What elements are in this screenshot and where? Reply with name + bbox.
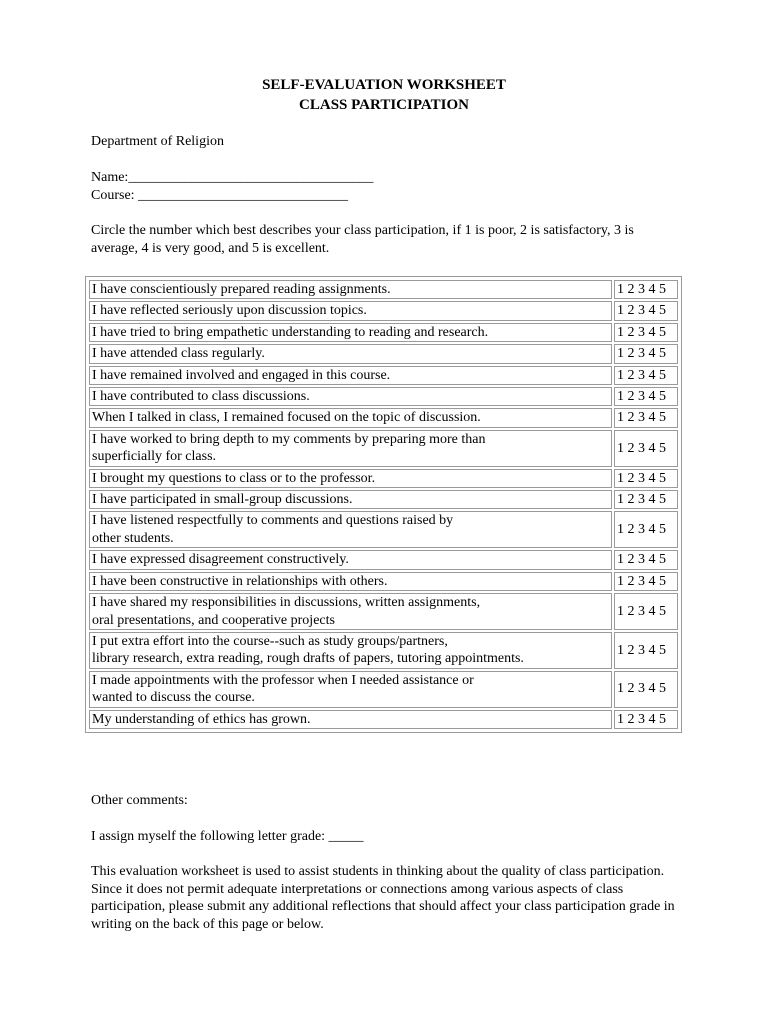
table-row <box>89 408 678 427</box>
rating-scale: 1 2 3 4 5 <box>614 430 678 467</box>
department-label: Department of Religion <box>91 134 224 149</box>
rating-scale: 1 2 3 4 5 <box>614 408 678 427</box>
rating-scale: 1 2 3 4 5 <box>614 344 678 363</box>
statement-text: library research, extra reading, rough drafts of papers, tutoring appointments. <box>92 651 524 667</box>
statement-cell <box>89 387 612 406</box>
table-row <box>89 430 678 467</box>
statement-text: I brought my questions to class or to the professor. <box>92 470 376 486</box>
statement-text: I made appointments with the professor when I needed assistance or <box>92 672 474 688</box>
statement-text: oral presentations, and cooperative projects <box>92 612 335 628</box>
name-field: Name:___________________________________ <box>91 170 374 185</box>
statement-text: other students. <box>92 530 174 546</box>
table-row <box>89 632 678 669</box>
rating-scale: 1 2 3 4 5 <box>614 387 678 406</box>
closing-paragraph: This evaluation worksheet is used to assist students in thinking about the quality of class participation. Since it does not permit adequate interpretations or connections among various aspects of class participation, please submit any additional reflections that should affect your class participation grade in writing on the back of this page or below. <box>91 864 675 932</box>
table-row <box>89 280 678 299</box>
statement-cell <box>89 280 612 299</box>
statement-text: wanted to discuss the course. <box>92 690 255 706</box>
table-row <box>89 550 678 569</box>
statement-text: I have conscientiously prepared reading assignments. <box>92 282 391 297</box>
table-row <box>89 490 678 509</box>
table-row <box>89 387 678 406</box>
table-row <box>89 469 678 488</box>
statement-text: My understanding of ethics has grown. <box>92 711 311 727</box>
rating-scale: 1 2 3 4 5 <box>614 301 678 320</box>
statement-cell <box>89 408 612 427</box>
statement-cell <box>89 323 612 342</box>
statement-cell <box>89 572 612 591</box>
worksheet-subtitle: CLASS PARTICIPATION <box>299 97 469 113</box>
instructions-text: Circle the number which best describes your class participation, if 1 is poor, 2 is satisfactory, 3 is average, 4 is very good, and 5 is excellent. <box>91 223 634 256</box>
statement-cell <box>89 344 612 363</box>
statement-text: I have expressed disagreement constructively. <box>92 552 349 568</box>
evaluation-table <box>85 276 682 733</box>
table-row <box>89 344 678 363</box>
statement-cell <box>89 550 612 569</box>
other-comments-label: Other comments: <box>91 793 188 808</box>
statement-cell <box>89 632 612 669</box>
rating-scale: 1 2 3 4 5 <box>614 280 678 299</box>
statement-cell <box>89 301 612 320</box>
rating-scale: 1 2 3 4 5 <box>614 572 678 591</box>
rating-scale: 1 2 3 4 5 <box>614 710 678 729</box>
statement-cell <box>89 430 612 467</box>
rating-scale: 1 2 3 4 5 <box>614 671 678 708</box>
table-row <box>89 593 678 630</box>
table-row <box>89 366 678 385</box>
statement-cell <box>89 671 612 708</box>
table-row <box>89 301 678 320</box>
statement-text: I have remained involved and engaged in this course. <box>92 367 391 383</box>
table-row <box>89 323 678 342</box>
statement-cell <box>89 490 612 509</box>
statement-text: I have worked to bring depth to my comments by preparing more than <box>92 431 486 447</box>
statement-text: I have shared my responsibilities in discussions, written assignments, <box>92 595 481 611</box>
rating-scale: 1 2 3 4 5 <box>614 511 678 548</box>
rating-scale: 1 2 3 4 5 <box>614 490 678 509</box>
rating-scale: 1 2 3 4 5 <box>614 632 678 669</box>
statement-cell <box>89 511 612 548</box>
statement-text: I have listened respectfully to comments and questions raised by <box>92 513 454 529</box>
statement-cell <box>89 366 612 385</box>
table-row <box>89 511 678 548</box>
table-row <box>89 710 678 729</box>
statement-cell <box>89 710 612 729</box>
rating-scale: 1 2 3 4 5 <box>614 593 678 630</box>
rating-scale: 1 2 3 4 5 <box>614 550 678 569</box>
statement-text: When I talked in class, I remained focused on the topic of discussion. <box>92 410 481 426</box>
statement-text: I have tried to bring empathetic understanding to reading and research. <box>92 324 489 340</box>
worksheet-title: SELF-EVALUATION WORKSHEET <box>262 77 506 93</box>
statement-text: I have attended class regularly. <box>92 346 265 362</box>
statement-text: I put extra effort into the course--such as study groups/partners, <box>92 633 448 649</box>
statement-text: I have contributed to class discussions. <box>92 389 310 405</box>
letter-grade-line: I assign myself the following letter grade: _____ <box>91 829 364 844</box>
statement-cell <box>89 593 612 630</box>
statement-text: superficially for class. <box>92 449 217 465</box>
statement-text: I have participated in small-group discussions. <box>92 492 353 508</box>
course-field: Course: ______________________________ <box>91 188 349 203</box>
table-row <box>89 671 678 708</box>
rating-scale: 1 2 3 4 5 <box>614 469 678 488</box>
statement-cell <box>89 469 612 488</box>
statement-text: I have been constructive in relationships with others. <box>92 573 388 589</box>
statement-text: I have reflected seriously upon discussion topics. <box>92 303 367 319</box>
table-row <box>89 572 678 591</box>
rating-scale: 1 2 3 4 5 <box>614 323 678 342</box>
rating-scale: 1 2 3 4 5 <box>614 366 678 385</box>
